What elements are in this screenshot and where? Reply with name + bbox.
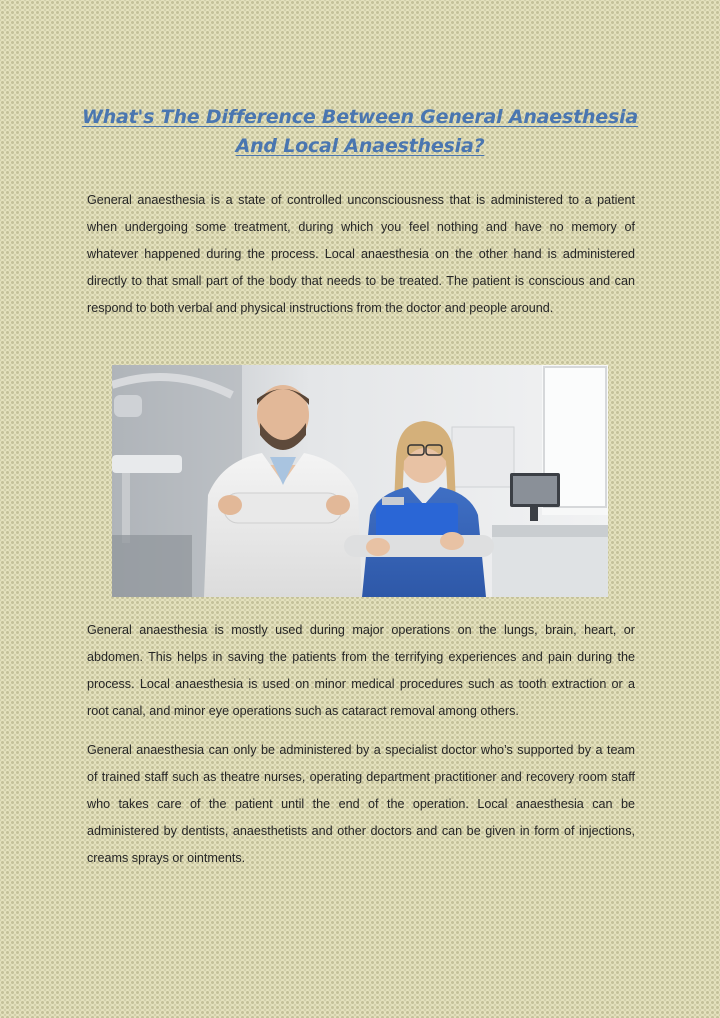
- article-title-line-2: And Local Anaesthesia?: [235, 135, 485, 157]
- paragraph-administration: General anaesthesia can only be administered by a specialist doctor who’s supported by a team of trained staff such as theatre nurses, operating department practitioner and recovery room staff who takes care of the patient until the end of the operation. Local anaesthesia can be administered by dentists, anaesthetists and other doctors and can be given in form of injections, creams sprays or ointments.: [87, 743, 635, 865]
- paragraph-uses: General anaesthesia is mostly used during major operations on the lungs, brain, heart, or abdomen. This helps in saving the patients from the terrifying experiences and pain during the process. Local anaesthesia is used on minor medical procedures such as tooth extraction or a root canal, and minor eye operations such as cataract removal among others.: [87, 623, 635, 718]
- paragraph-intro: General anaesthesia is a state of controlled unconsciousness that is administered to a patient when undergoing some treatment, during which you feel nothing and have no memory of whatever happened during the process. Local anaesthesia on the other hand is administered directly to that small part of the body that needs to be treated. The patient is conscious and can respond to both verbal and physical instructions from the doctor and people around.: [87, 193, 635, 315]
- article-title-line-1: What's The Difference Between General Anaesthesia: [81, 106, 639, 128]
- dental-team-photo: [112, 365, 608, 597]
- article-title: [60, 103, 660, 161]
